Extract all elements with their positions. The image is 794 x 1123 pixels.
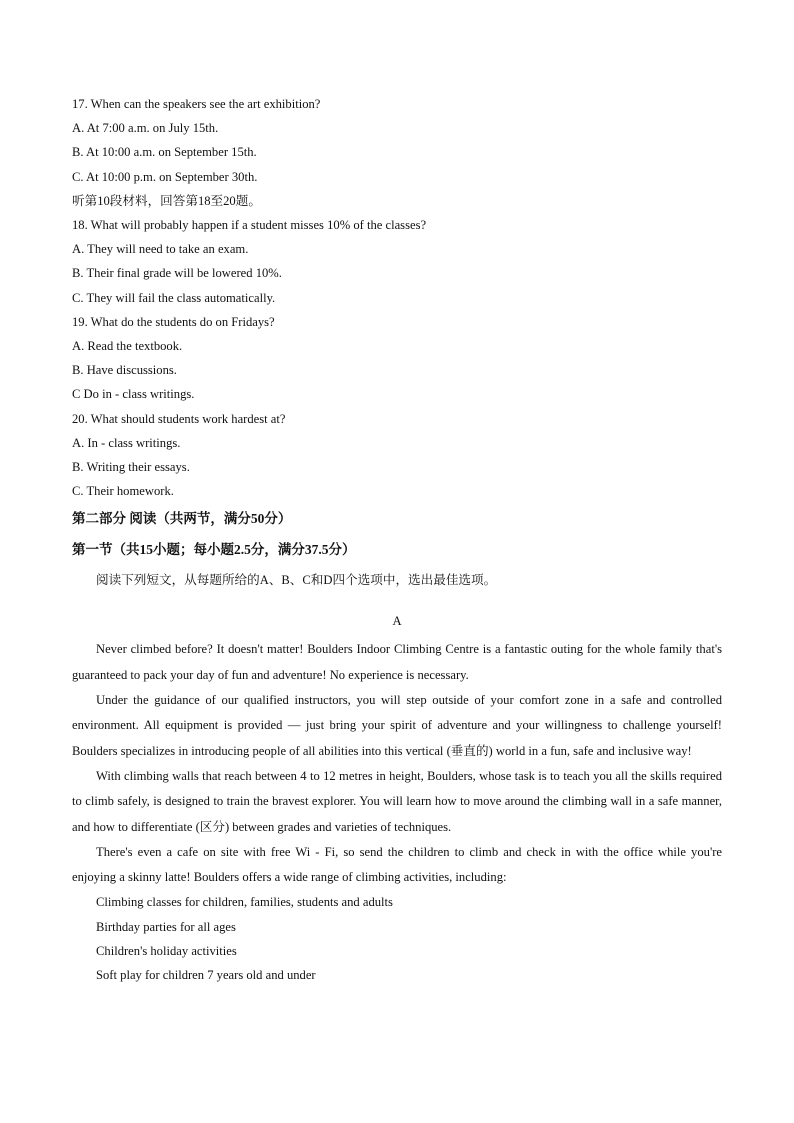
passage-label: A (392, 614, 402, 629)
list-item: Climbing classes for children, families, students and adults (96, 895, 393, 910)
part-heading: 第二部分 阅读（共两节，满分50分） (72, 511, 292, 527)
passage-paragraph-1: Never climbed before? It doesn't matter! Boulders Indoor Climbing Centre is a fantastic outing for the whole family that's guaranteed to pack your day of fun and adventure! No experience is necessary. (72, 642, 722, 682)
list-item: Birthday parties for all ages (96, 919, 236, 934)
option-17b: B. At 10:00 a.m. on September 15th. (72, 145, 257, 160)
option-17c: C. At 10:00 p.m. on September 30th. (72, 169, 258, 184)
exam-page (72, 92, 722, 988)
list-item: Soft play for children 7 years old and under (96, 968, 316, 983)
listening-instruction: 听第10段材料，回答第18至20题。 (72, 193, 261, 208)
option-19a: A. Read the textbook. (72, 339, 183, 354)
option-18c: C. They will fail the class automatically. (72, 290, 276, 305)
list-item: Children's holiday activities (96, 944, 237, 959)
question-20: 20. What should students work hardest at? (72, 411, 286, 426)
option-19c: C Do in - class writings. (72, 387, 195, 402)
option-19b: B. Have discussions. (72, 363, 177, 378)
option-17a: A. At 7:00 a.m. on July 15th. (72, 121, 219, 136)
option-20b: B. Writing their essays. (72, 460, 190, 475)
section-heading: 第一节（共15小题；每小题2.5分，满分37.5分） (72, 542, 356, 558)
option-20c: C. Their homework. (72, 484, 174, 499)
passage-paragraph-4: There's even a cafe on site with free Wi - Fi, so send the children to climb and check in with the office while you're enjoying a skinny latte! Boulders offers a wide range of climbing activities, including: (72, 844, 722, 885)
option-18a: A. They will need to take an exam. (72, 242, 249, 257)
reading-instruction: 阅读下列短文，从每题所给的A、B、C和D四个选项中，选出最佳选项。 (96, 573, 497, 588)
listening-section (72, 92, 722, 503)
question-17: 17. When can the speakers see the art exhibition? (72, 97, 321, 111)
passage-paragraph-2: Under the guidance of our qualified instructors, you will step outside of your comfort zone in a safe and controlled environment. All equipment is provided — just bring your spirit of adventure and your willingness to challenge yourself! Boulders specializes in introducing people of all abilities into this vertical (垂直的) world in a fun, safe and inclusive way! (72, 693, 722, 758)
option-18b: B. Their final grade will be lowered 10%. (72, 266, 282, 281)
passage-paragraph-3: With climbing walls that reach between 4 to 12 metres in height, Boulders, whose task is to teach you all the skills required to climb safely, is designed to train the bravest explorer. You will learn how to move around the climbing wall in a safe manner, and how to differentiate (区分) between grades and varieties of techniques. (72, 768, 722, 834)
reading-section (72, 503, 722, 987)
question-19: 19. What do the students do on Fridays? (72, 314, 275, 329)
option-20a: A. In - class writings. (72, 435, 181, 450)
question-18: 18. What will probably happen if a student misses 10% of the classes? (72, 218, 427, 233)
activities-list (72, 890, 722, 987)
